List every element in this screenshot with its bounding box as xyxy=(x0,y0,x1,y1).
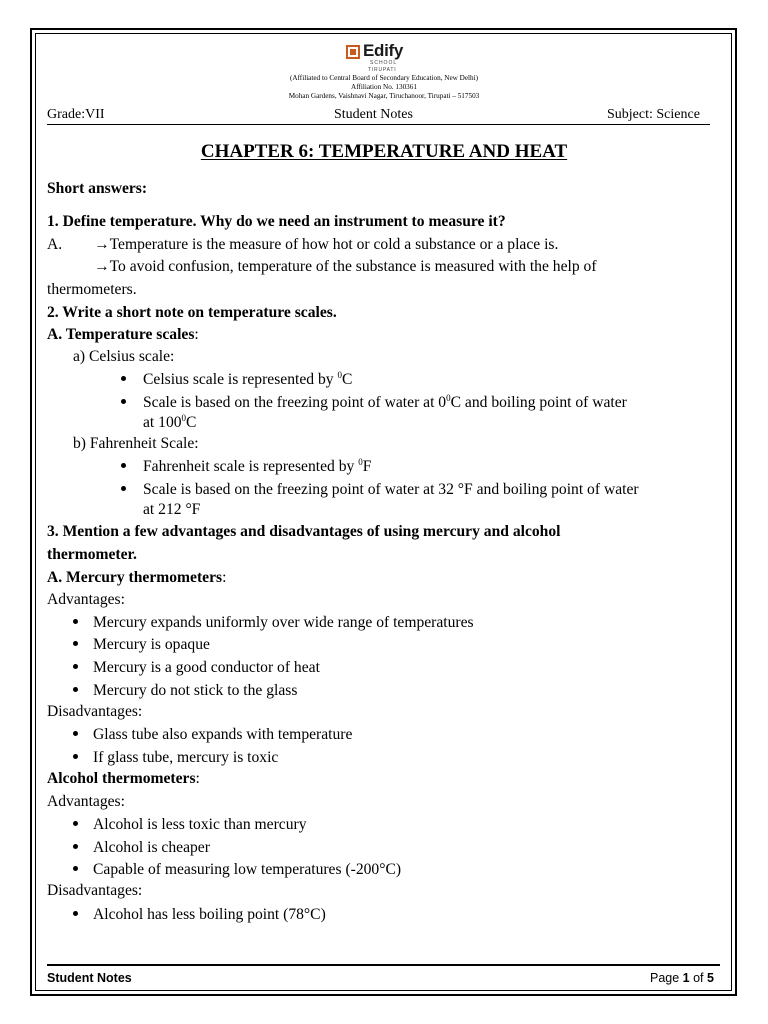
grade-label: Grade:VII xyxy=(47,107,105,122)
bullet xyxy=(121,486,126,491)
doc-type-label: Student Notes xyxy=(334,107,413,122)
header-underline xyxy=(47,124,710,125)
bullet xyxy=(73,866,78,871)
question-2: 2. Write a short note on temperature scales. xyxy=(47,304,337,321)
affiliation-line: (Affiliated to Central Board of Secondary Education, New Delhi) xyxy=(289,74,479,82)
logo-subtext: SCHOOL xyxy=(370,60,398,66)
logo-text: Edify xyxy=(363,41,404,60)
list-item: Glass tube also expands with temperature xyxy=(93,726,353,743)
mercury-disadvantages-label: Disadvantages: xyxy=(47,703,143,720)
list-item: Alcohol is cheaper xyxy=(93,839,210,856)
question-3-line-2: thermometer. xyxy=(47,546,137,563)
list-item: Celsius scale is represented by $^0$C xyxy=(143,370,353,388)
answer-1-line-3: thermometers. xyxy=(47,281,137,298)
answer-1-line-2: →To avoid confusion, temperature of the substance is measured with the help of xyxy=(94,258,597,275)
bullet xyxy=(73,821,78,826)
bullet xyxy=(73,619,78,624)
celsius-label: a) Celsius scale: xyxy=(73,348,175,365)
question-1: 1. Define temperature. Why do we need an instrument to measure it? xyxy=(47,213,506,230)
school-address: Mohan Gardens, Vaishnavi Nagar, Tiruchanoor, Tirupati – 517503 xyxy=(288,92,480,100)
bullet xyxy=(73,641,78,646)
bullet xyxy=(73,687,78,692)
bullet xyxy=(73,664,78,669)
alcohol-disadvantages-label: Disadvantages: xyxy=(47,882,143,899)
list-item-continuation: at $100^0C$ xyxy=(143,413,197,431)
bullet xyxy=(73,754,78,759)
list-item: Capable of measuring low temperatures (-200°C) xyxy=(93,861,402,878)
mercury-advantages-label: Advantages: xyxy=(47,591,125,608)
alcohol-heading: Alcohol thermometers: xyxy=(47,770,200,787)
bullet xyxy=(121,376,126,381)
bullet xyxy=(121,463,126,468)
subject-label: Subject: Science xyxy=(607,107,700,122)
chapter-title: CHAPTER 6: TEMPERATURE AND HEAT xyxy=(200,141,568,162)
bullet xyxy=(73,844,78,849)
list-item: Mercury do not stick to the glass xyxy=(93,682,298,699)
page-number: Page 1 of 5 xyxy=(650,971,714,985)
affiliation-number: Affiliation No. 130361 xyxy=(351,83,417,91)
list-item: Mercury is opaque xyxy=(93,636,210,653)
section-heading: Short answers: xyxy=(47,180,148,197)
list-item: Scale is based on the freezing point of water at $0^0C$ and boiling point of water xyxy=(143,393,627,411)
list-item: If glass tube, mercury is toxic xyxy=(93,749,279,766)
bullet xyxy=(73,731,78,736)
list-item: Alcohol is less toxic than mercury xyxy=(93,816,307,833)
list-item: Mercury is a good conductor of heat xyxy=(93,659,320,676)
logo-icon xyxy=(346,45,360,59)
answer-1-line-1: →Temperature is the measure of how hot or cold a substance or a place is. xyxy=(94,236,559,253)
fahrenheit-label: b) Fahrenheit Scale: xyxy=(73,435,199,452)
question-3-line-1: 3. Mention a few advantages and disadvantages of using mercury and alcohol xyxy=(47,523,561,540)
footer-rule xyxy=(47,964,720,966)
mercury-heading: A. Mercury thermometers: xyxy=(47,569,227,586)
answer-2-heading: A. Temperature scales: xyxy=(47,326,199,343)
bullet xyxy=(121,399,126,404)
list-item: Scale is based on the freezing point of water at 32 °F and boiling point of water xyxy=(143,481,639,498)
list-item: Mercury expands uniformly over wide range of temperatures xyxy=(93,614,474,631)
list-item-continuation: at 212 °F xyxy=(143,501,201,518)
answer-marker: A. xyxy=(47,236,63,253)
footer-label: Student Notes xyxy=(47,971,132,985)
list-item: Fahrenheit scale is represented by $^0$F xyxy=(143,457,372,475)
list-item: Alcohol has less boiling point (78°C) xyxy=(93,906,326,923)
bullet xyxy=(73,911,78,916)
logo-location: TIRUPATI xyxy=(368,67,397,73)
alcohol-advantages-label: Advantages: xyxy=(47,793,125,810)
